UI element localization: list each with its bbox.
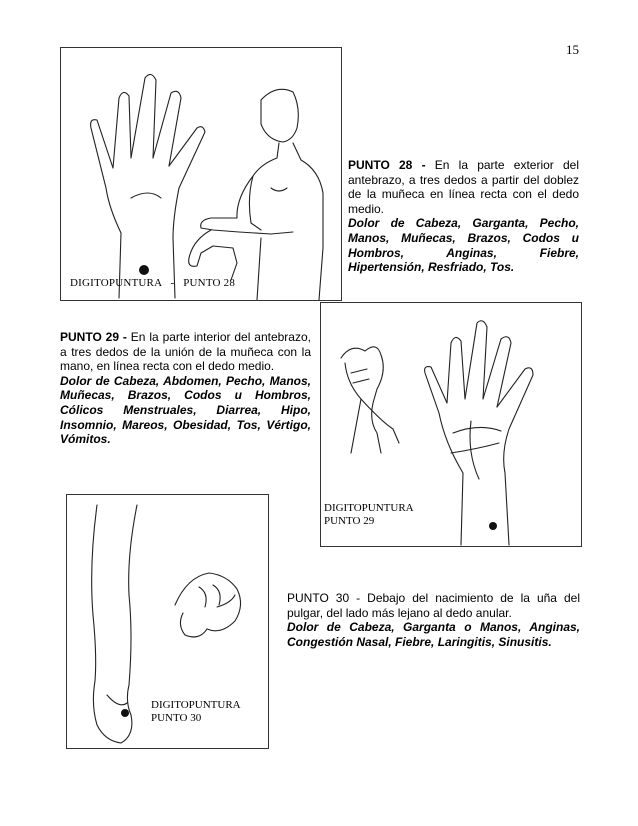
figure-punto-28 xyxy=(60,47,342,301)
punto-29-indications: Dolor de Cabeza, Abdomen, Pecho, Manos, Muñecas, Brazos, Codos u Hombros, Cólicos Menstruales, Diarrea, Hipo, Insomnio, Mareos, Obesidad, Tos, Vértigo, Vómitos. xyxy=(60,373,311,447)
punto-30-text xyxy=(287,591,580,649)
punto-28-description: En la parte exterior del antebrazo, a tres dedos a partir del doblez de la muñeca en línea recta con el dedo medio. xyxy=(348,158,580,216)
figure-30-caption xyxy=(151,699,241,725)
punto-29-title: PUNTO 29 xyxy=(60,330,120,344)
punto-29-description: En la parte interior del antebrazo, a tres dedos de la unión de la muñeca con la mano, en línea recta con el dedo medio. xyxy=(60,330,311,374)
punto-28-dash: - xyxy=(421,158,426,172)
figure-30-caption-line2: PUNTO 30 xyxy=(151,712,202,724)
punto-30-title: PUNTO 30 xyxy=(287,591,350,605)
punto-29-dash: - xyxy=(122,330,127,344)
figure-28-caption-line1: DIGITOPUNTURA xyxy=(70,277,162,289)
punto-28-indications: Dolor de Cabeza, Garganta, Pecho, Manos, Muñecas, Brazos, Codos u Hombros, Anginas, Fiebre, Hipertensión, Resfriado, Tos. xyxy=(348,216,579,275)
figure-29-caption-line2: PUNTO 29 xyxy=(324,515,375,527)
punto-30-dash: - xyxy=(356,591,361,605)
punto-30-description: Debajo del nacimiento de la uña del pulgar, del lado más lejano al dedo anular. xyxy=(287,591,580,620)
punto-28-text xyxy=(348,158,579,275)
figure-28-caption-line2: PUNTO 28 xyxy=(183,277,236,289)
figure-28-caption-separator: - xyxy=(170,277,175,289)
figure-punto-29 xyxy=(320,302,582,547)
page-number: 15 xyxy=(566,42,579,57)
figure-punto-30 xyxy=(66,494,269,749)
figure-29-caption xyxy=(324,502,414,528)
punto-28-title: PUNTO 28 xyxy=(348,158,413,172)
punto-29-text xyxy=(60,330,311,447)
figure-30-caption-line1: DIGITOPUNTURA xyxy=(151,699,241,711)
figure-28-caption xyxy=(70,277,235,289)
hand-back-illustration xyxy=(61,48,341,300)
figure-29-caption-line1: DIGITOPUNTURA xyxy=(324,502,414,514)
punto-30-indications: Dolor de Cabeza, Garganta o Manos, Anginas, Congestión Nasal, Fiebre, Laringitis, Sinusitis. xyxy=(287,620,580,649)
